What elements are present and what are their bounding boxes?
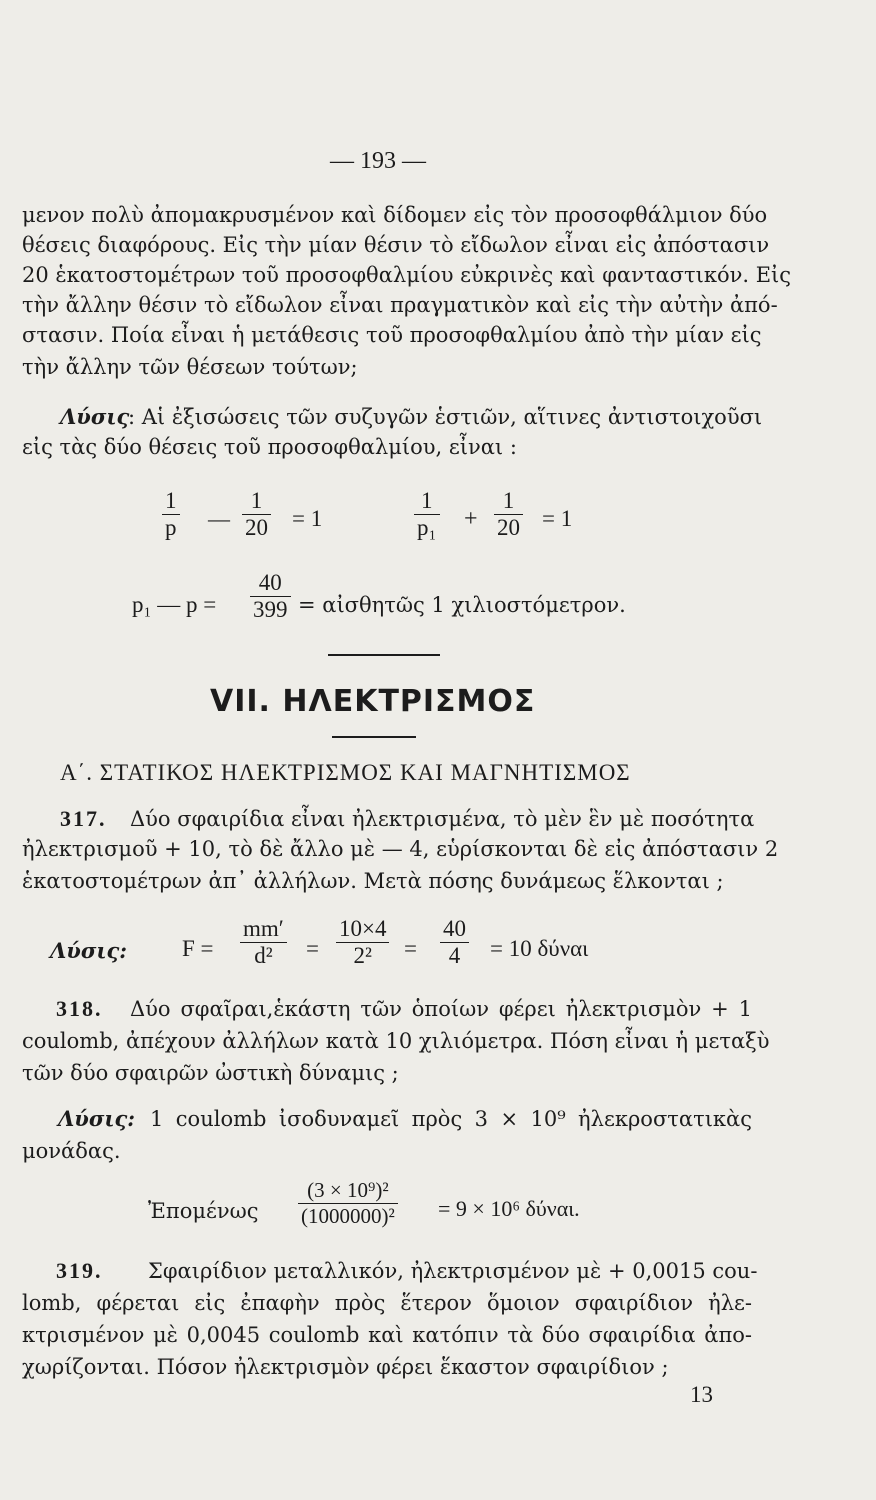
numerator: 40 <box>443 916 466 941</box>
text-line: κτρισμένον μὲ 0,0045 coulomb καὶ κατόπιν τὰ δύο σφαιρίδια ἀπο- <box>22 1323 752 1347</box>
fraction <box>440 916 469 969</box>
denominator: p₁ <box>414 514 440 541</box>
denominator: d² <box>240 942 287 969</box>
text-line: lomb, φέρεται εἰς ἐπαφὴν πρὸς ἕτερον ὅμοιον σφαιρίδιον ἠλε- <box>22 1291 752 1315</box>
numerator: 10×4 <box>339 916 387 941</box>
formula-result: = 10 δύναι <box>490 936 589 961</box>
equation-rhs: = 1 <box>292 506 323 531</box>
problem-number: 317. <box>60 806 107 831</box>
numerator: 1 <box>165 488 177 513</box>
solution-label: Λύσις: <box>58 1106 136 1131</box>
numerator: 1 <box>250 488 263 513</box>
problem-number: 319. <box>56 1258 103 1283</box>
text-line: : Αἱ ἐξισώσεις τῶν συζυγῶν ἑστιῶν, αἵτινες ἀντιστοιχοῦσι <box>128 405 763 429</box>
fraction <box>240 916 287 969</box>
text-line: Δύο σφαῖραι,ἑκάστη τῶν ὁποίων φέρει ἠλεκτρισμὸν + 1 <box>130 997 752 1021</box>
text-line: Σφαιρίδιον μεταλλικόν, ἠλεκτρισμένον μὲ + 0,0015 cou- <box>148 1259 758 1283</box>
text-line: τὴν ἄλλην τῶν θέσεων τούτων; <box>22 355 358 379</box>
consequently-label: Ἐπομένως <box>148 1199 259 1223</box>
text-line: μονάδας. <box>22 1139 121 1163</box>
operator: + <box>464 506 478 532</box>
text-line: μενον πολὺ ἀπομακρυσμένον καὶ δίδομεν εἰς τὸν προσοφθάλμιον δύο <box>22 203 768 227</box>
fraction <box>250 570 291 623</box>
page-number: — 193 — <box>330 148 426 174</box>
problem-number: 318. <box>56 996 103 1021</box>
fraction <box>414 488 440 541</box>
fraction <box>162 488 180 541</box>
text-line: ἠλεκτρισμοῦ + 10, τὸ δὲ ἄλλο μὲ — 4, εὑρίσκονται δὲ εἰς ἀπόστασιν 2 <box>22 837 779 861</box>
solution-label: Λύσις: <box>50 938 128 963</box>
chapter-title: VII. ΗΛΕΚΤΡΙΣΜΟΣ <box>210 684 536 719</box>
equation-rhs: = αἰσθητῶς 1 χιλιοστόμετρον. <box>298 593 626 617</box>
section-title: Α΄. ΣΤΑΤΙΚΟΣ ΗΛΕΚΤΡΙΣΜΟΣ ΚΑΙ ΜΑΓΝΗΤΙΣΜΟΣ <box>60 760 631 785</box>
denominator: 399 <box>250 596 291 623</box>
formula-F: F = <box>182 936 214 961</box>
denominator: 2² <box>336 942 389 969</box>
denominator: 20 <box>242 514 271 541</box>
fraction <box>298 1178 398 1229</box>
denominator: 20 <box>494 514 523 541</box>
numerator: 40 <box>258 570 282 595</box>
text-line: coulomb, ἀπέχουν ἀλλήλων κατὰ 10 χιλιόμετρα. Πόση εἶναι ἡ μεταξὺ <box>22 1029 770 1053</box>
divider <box>332 736 416 738</box>
operator: = <box>306 936 319 961</box>
fraction <box>336 916 389 969</box>
denominator: 4 <box>440 942 469 969</box>
numerator: (3 × 10⁹)² <box>307 1178 389 1202</box>
text-line: θέσεις διαφόρους. Εἰς τὴν μίαν θέσιν τὸ εἴδωλον εἶναι εἰς ἀπόστασιν <box>22 233 770 257</box>
numerator: 1 <box>421 488 433 513</box>
numerator: 1 <box>502 488 515 513</box>
text-line: εἰς τὰς δύο θέσεις τοῦ προσοφθαλμίου, εἶναι : <box>22 435 517 459</box>
text-line: τὴν ἄλλην θέσιν τὸ εἴδωλον εἶναι πραγματικὸν καὶ εἰς τὴν αὐτὴν ἀπό- <box>22 293 778 317</box>
equation-lhs: p₁ — p = <box>132 592 217 617</box>
numerator: mm′ <box>243 916 284 941</box>
formula-result: = 9 × 10⁶ δύναι. <box>438 1196 580 1221</box>
operator: = <box>404 936 417 961</box>
solution-label: Λύσις <box>60 404 130 429</box>
signature-number: 13 <box>690 1382 713 1407</box>
denominator: (1000000)² <box>298 1203 398 1229</box>
text-line: Δύο σφαιρίδια εἶναι ἠλεκτρισμένα, τὸ μὲν ἓν μὲ ποσότητα <box>130 807 755 831</box>
operator: — <box>208 506 230 531</box>
text-line: ἑκατοστομέτρων ἀπ᾿ ἀλλήλων. Μετὰ πόσης δυνάμεως ἕλκονται ; <box>22 869 724 893</box>
text-line: τῶν δύο σφαιρῶν ὠστικὴ δύναμις ; <box>22 1061 399 1085</box>
divider <box>328 654 440 656</box>
text-line: χωρίζονται. Πόσον ἠλεκτρισμὸν φέρει ἕκαστον σφαιρίδιον ; <box>22 1355 669 1379</box>
text-line: 1 coulomb ἰσοδυναμεῖ πρὸς 3 × 10⁹ ἠλεκροστατικὰς <box>150 1107 752 1131</box>
fraction <box>242 488 271 541</box>
equation-rhs: = 1 <box>542 506 573 531</box>
fraction <box>494 488 523 541</box>
denominator: p <box>162 514 180 541</box>
text-line: 20 ἑκατοστομέτρων τοῦ προσοφθαλμίου εὐκρινὲς καὶ φανταστικόν. Εἰς <box>22 263 792 287</box>
text-line: στασιν. Ποία εἶναι ἡ μετάθεσις τοῦ προσοφθαλμίου ἀπὸ τὴν μίαν εἰς <box>22 323 762 347</box>
